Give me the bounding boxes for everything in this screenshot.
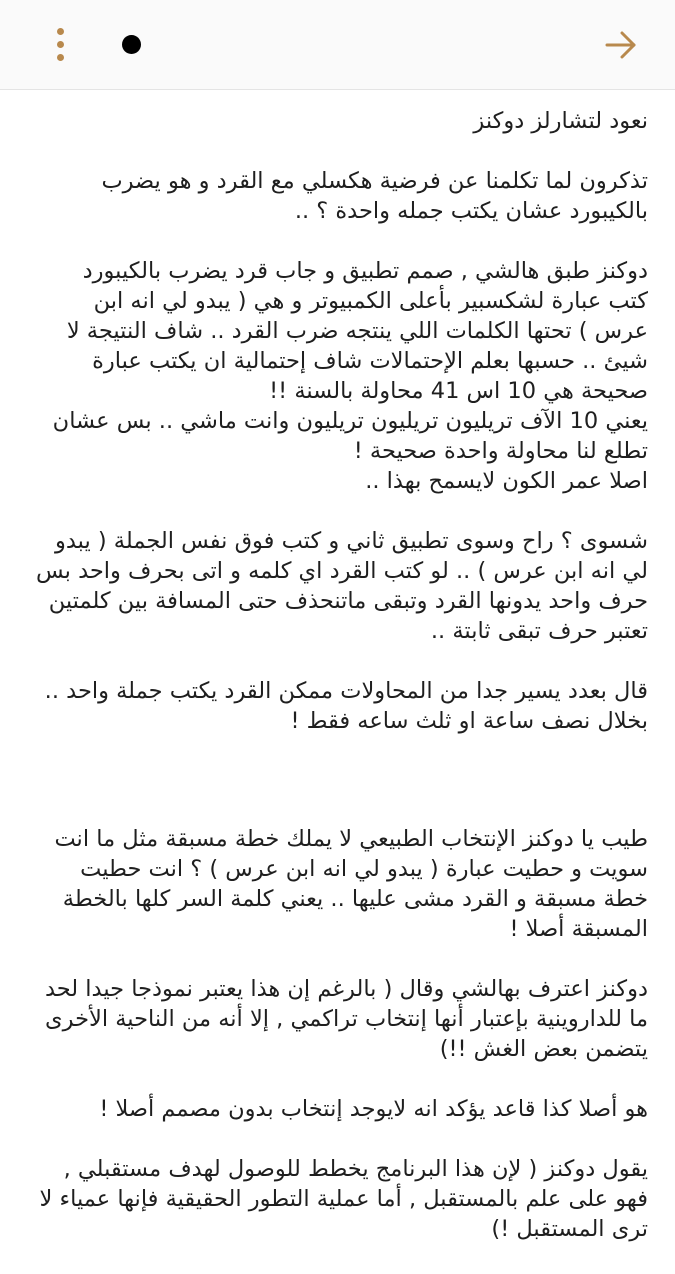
article-paragraph xyxy=(28,676,648,736)
text-line: يقول دوكنز ( لإن هذا البرنامج يخطط للوصول لهدف مستقبلي , xyxy=(63,1156,648,1182)
text-line: تعتبر حرف تبقى ثابتة .. xyxy=(430,618,648,644)
article-paragraph xyxy=(28,1154,648,1244)
text-line: تذكرون لما تكلمنا عن فرضية هكسلي مع القرد و هو يضرب xyxy=(101,168,648,194)
text-line: قال بعدد يسير جدا من المحاولات ممكن القرد يكتب جملة واحد .. xyxy=(44,678,648,704)
text-line: المسبقة أصلا ! xyxy=(509,916,648,942)
text-line: يعني 10 الآف تريليون تريليون تريليون وانت ماشي .. بس عشان xyxy=(52,408,648,434)
text-line: تطلع لنا محاولة واحدة صحيحة ! xyxy=(353,438,648,464)
article-paragraph xyxy=(28,1094,648,1124)
text-line: فهو على علم بالمستقبل , أما عملية التطور الحقيقية فإنها عمياء لا xyxy=(39,1186,648,1212)
more-options-button[interactable] xyxy=(48,24,74,66)
forward-button[interactable] xyxy=(600,24,642,66)
text-line: صحيحة هي 10 اس 41 محاولة بالسنة !! xyxy=(269,378,648,404)
article-paragraph xyxy=(28,166,648,226)
text-line: خطة مسبقة و القرد مشى عليها .. يعني كلمة السر كلها بالخطة xyxy=(62,886,648,912)
article-body xyxy=(28,106,648,1274)
text-line: دوكنز طبق هالشي , صمم تطبيق و جاب قرد يضرب بالكيبورد xyxy=(82,258,648,284)
arrow-right-icon xyxy=(600,24,642,66)
status-dot-icon xyxy=(122,35,141,54)
text-line: هو أصلا كذا قاعد يؤكد انه لايوجد إنتخاب بدون مصمم أصلا ! xyxy=(99,1096,648,1122)
article-paragraph xyxy=(28,824,648,944)
text-line: لي انه ابن عرس ) .. لو كتب القرد اي كلمه و اتى بحرف واحد بس xyxy=(35,558,648,584)
paragraph-spacer xyxy=(28,766,648,824)
text-line: كتب عبارة لشكسبير بأعلى الكمبيوتر و هي ( يبدو لي انه ابن xyxy=(93,288,648,314)
article-paragraph xyxy=(28,256,648,496)
text-line: حرف واحد يدونها القرد وتبقى ماتنحذف حتى المسافة بين كلمتين xyxy=(48,588,648,614)
text-line: طيب يا دوكنز الإنتخاب الطبيعي لا يملك خطة مسبقة مثل ما انت xyxy=(54,826,648,852)
text-line: سويت و حطيت عبارة ( يبدو لي انه ابن عرس ) ؟ انت حطيت xyxy=(80,856,648,882)
text-line: اصلا عمر الكون لايسمح بهذا .. xyxy=(365,468,648,494)
text-line: شيئ .. حسبها بعلم الإحتمالات شاف إحتمالية ان يكتب عبارة xyxy=(92,348,648,374)
text-line: عرس ) تحتها الكلمات اللي ينتجه ضرب القرد .. شاف النتيجة لا xyxy=(66,318,648,344)
text-line: يتضمن بعض الغش !!) xyxy=(439,1036,648,1062)
article-paragraph xyxy=(28,106,648,136)
text-line: دوكنز اعترف بهالشي وقال ( بالرغم إن هذا يعتبر نموذجا جيدا لحد xyxy=(44,976,648,1002)
text-line: شسوى ؟ راح وسوى تطبيق ثاني و كتب فوق نفس الجملة ( يبدو xyxy=(55,528,648,554)
toolbar xyxy=(0,0,675,90)
text-line: ترى المستقبل !) xyxy=(491,1216,648,1242)
article-paragraph xyxy=(28,974,648,1064)
article-paragraph xyxy=(28,526,648,646)
text-line: ما للداروينية بإعتبار أنها إنتخاب تراكمي , إلا أنه من الناحية الأخرى xyxy=(45,1006,648,1032)
text-line: بخلال نصف ساعة او ثلث ساعه فقط ! xyxy=(290,708,648,734)
text-line: بالكيبورد عشان يكتب جمله واحدة ؟ .. xyxy=(294,198,648,224)
text-line: نعود لتشارلز دوكنز xyxy=(473,108,648,134)
